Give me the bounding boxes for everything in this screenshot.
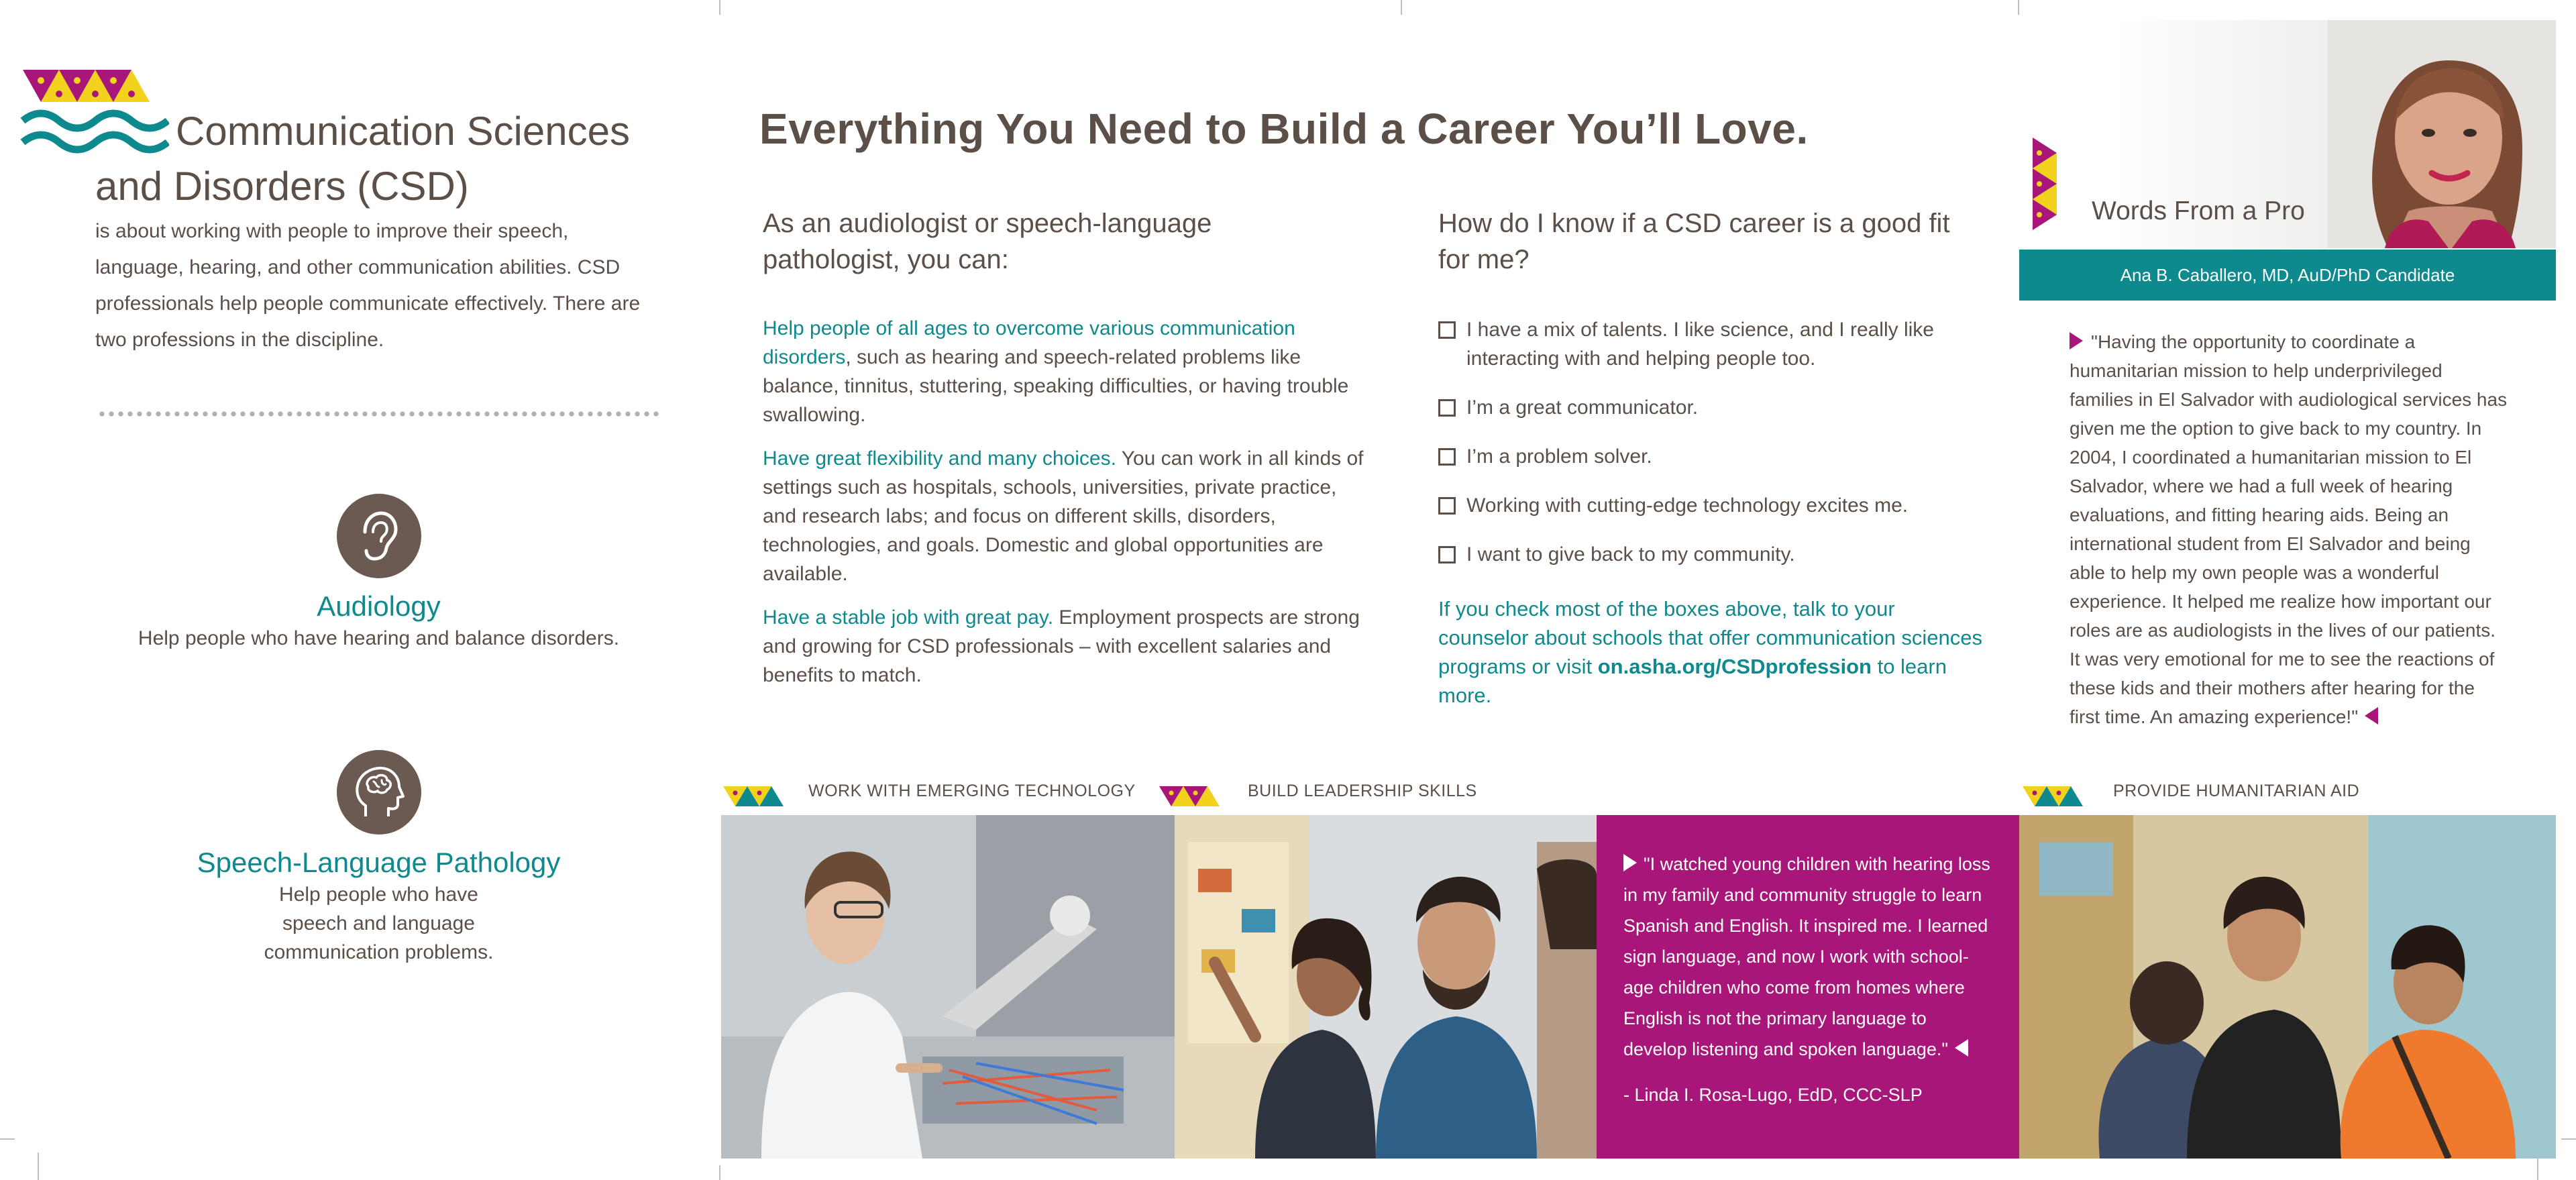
pro-name-bar: Ana B. Caballero, MD, AuD/PhD Candidate bbox=[2019, 250, 2556, 301]
pro-quote-text: "Having the opportunity to coordinate a humanitarian mission to help underprivileged families in El Salvador with audiological services has given me the option to give back to my country. In 2004, I coordinated a humanitarian mission to El Salvador, where we had a full week of hearing evaluations, and fitting hearing aids. Being an international student from El Salvador and being able to help my own people was a wonderful experience. It helped me realize how important our roles are as audiologists in the lives of our patients. It was very emotional for me to see the reactions of these kids and their mothers after hearing for the first time. An amazing experience!" bbox=[2070, 331, 2508, 727]
cta-end: to learn more. bbox=[1438, 655, 1947, 707]
checkbox[interactable] bbox=[1438, 448, 1456, 466]
profession-title: Audiology bbox=[317, 590, 441, 622]
csd-intro: is about working with people to improve their speech, language, hearing, and other communication abilities. CSD professionals help people communicate effectively. There are two professions in the discipline. bbox=[95, 220, 641, 351]
csd-title-text: Communication Sciences and Disorders (CSD) bbox=[95, 109, 630, 209]
benefit-text: You can work in all kinds of settings such as hospitals, schools, universities, private practice, and research labs; and focus on different skills, disorders, technologies, and goals. Domestic and global opportunities are available. bbox=[763, 447, 1364, 585]
main-heading: Everything You Need to Build a Career You’ll Love. bbox=[759, 105, 1809, 153]
checklist-item bbox=[1438, 442, 1975, 471]
leadership-photo bbox=[1175, 815, 1597, 1159]
benefit-text: , such as hearing and speech-related problems like balance, tinnitus, stuttering, speaking difficulties, or having trouble swallowing. bbox=[763, 346, 1349, 426]
crop-mark bbox=[38, 1152, 39, 1180]
crop-mark bbox=[2561, 1138, 2576, 1140]
benefit-highlight: Have great flexibility and many choices. bbox=[763, 447, 1116, 470]
checklist-item bbox=[1438, 491, 1975, 520]
checklist-item bbox=[1438, 540, 1975, 569]
benefit-highlight: Have a stable job with great pay. bbox=[763, 606, 1054, 629]
checkbox[interactable] bbox=[1438, 321, 1456, 339]
benefits-subheading: As an audiologist or speech-language pathologist, you can: bbox=[763, 209, 1212, 274]
fit-checklist bbox=[1438, 315, 1975, 589]
section-label: BUILD LEADERSHIP SKILLS bbox=[1248, 782, 1477, 800]
student-quote-author: - Linda I. Rosa-Lugo, EdD, CCC-SLP bbox=[1623, 1085, 1923, 1105]
crop-mark bbox=[719, 1165, 720, 1180]
humanitarian-photo bbox=[2019, 815, 2556, 1159]
checklist-text: I’m a problem solver. bbox=[1466, 445, 1652, 468]
crop-mark bbox=[1401, 0, 1402, 15]
call-to-action bbox=[1438, 594, 1988, 710]
checklist-item bbox=[1438, 393, 1975, 422]
benefit-item bbox=[763, 314, 1366, 429]
benefit-text: Employment prospects are strong and growing for CSD professionals – with excellent salaries and benefits to match. bbox=[763, 606, 1360, 686]
dotted-divider bbox=[97, 411, 661, 417]
technology-photo bbox=[721, 815, 1175, 1159]
checklist-text: I’m a great communicator. bbox=[1466, 396, 1699, 419]
portrait-photo bbox=[2328, 20, 2556, 248]
benefit-item bbox=[763, 603, 1366, 690]
checklist-item bbox=[1438, 315, 1975, 373]
head-brain-icon bbox=[337, 750, 421, 835]
cta-text: If you check most of the boxes above, talk to your counselor about schools that offer communication sciences programs or visit bbox=[1438, 597, 1983, 678]
section-label: WORK WITH EMERGING TECHNOLOGY bbox=[808, 782, 1136, 800]
profession-title: Speech-Language Pathology bbox=[197, 847, 561, 878]
quote-close-icon bbox=[1955, 1039, 1968, 1057]
benefit-item bbox=[763, 444, 1366, 588]
crop-mark bbox=[2018, 0, 2019, 15]
benefits-list bbox=[763, 314, 1366, 704]
quote-open-icon bbox=[2070, 332, 2083, 350]
student-quote-text: "I watched young children with hearing loss in my family and community struggle to learn Spanish and English. It inspired me. I learned sign language, and now I work with school-age children who come from homes where English is not the primary language to develop listening and spoken language." bbox=[1623, 854, 1990, 1059]
student-quote-box bbox=[1597, 815, 2019, 1159]
benefit-highlight: Help people of all ages to overcome various communication disorders bbox=[763, 317, 1295, 368]
profession-slp bbox=[95, 750, 662, 967]
crop-mark bbox=[719, 0, 720, 15]
fit-subheading: How do I know if a CSD career is a good fit for me? bbox=[1438, 209, 1950, 274]
quote-open-icon bbox=[1623, 854, 1637, 871]
checkbox[interactable] bbox=[1438, 399, 1456, 417]
checklist-text: I want to give back to my community. bbox=[1466, 543, 1795, 566]
checkbox[interactable] bbox=[1438, 497, 1456, 515]
ear-icon bbox=[337, 494, 421, 578]
checklist-text: I have a mix of talents. I like science, and I really like interacting with and helping people too. bbox=[1466, 319, 1934, 370]
triangle-pattern-mark bbox=[2033, 138, 2073, 231]
csd-title bbox=[95, 104, 686, 214]
profession-description: Help people who have hearing and balance disorders. bbox=[138, 627, 620, 649]
checklist-text: Working with cutting-edge technology excites me. bbox=[1466, 494, 1909, 517]
section-label: PROVIDE HUMANITARIAN AID bbox=[2113, 782, 2360, 800]
student-quote bbox=[1623, 849, 1992, 1065]
words-from-a-pro-title: Words From a Pro bbox=[2092, 197, 2305, 225]
checkbox[interactable] bbox=[1438, 546, 1456, 564]
cta-link[interactable]: on.asha.org/CSDprofession bbox=[1597, 655, 1872, 678]
profession-audiology bbox=[95, 494, 662, 653]
quote-close-icon bbox=[2365, 707, 2378, 725]
profession-description: Help people who have speech and language communication problems. bbox=[264, 883, 494, 963]
crop-mark bbox=[0, 1138, 15, 1140]
pro-quote bbox=[2070, 327, 2509, 731]
